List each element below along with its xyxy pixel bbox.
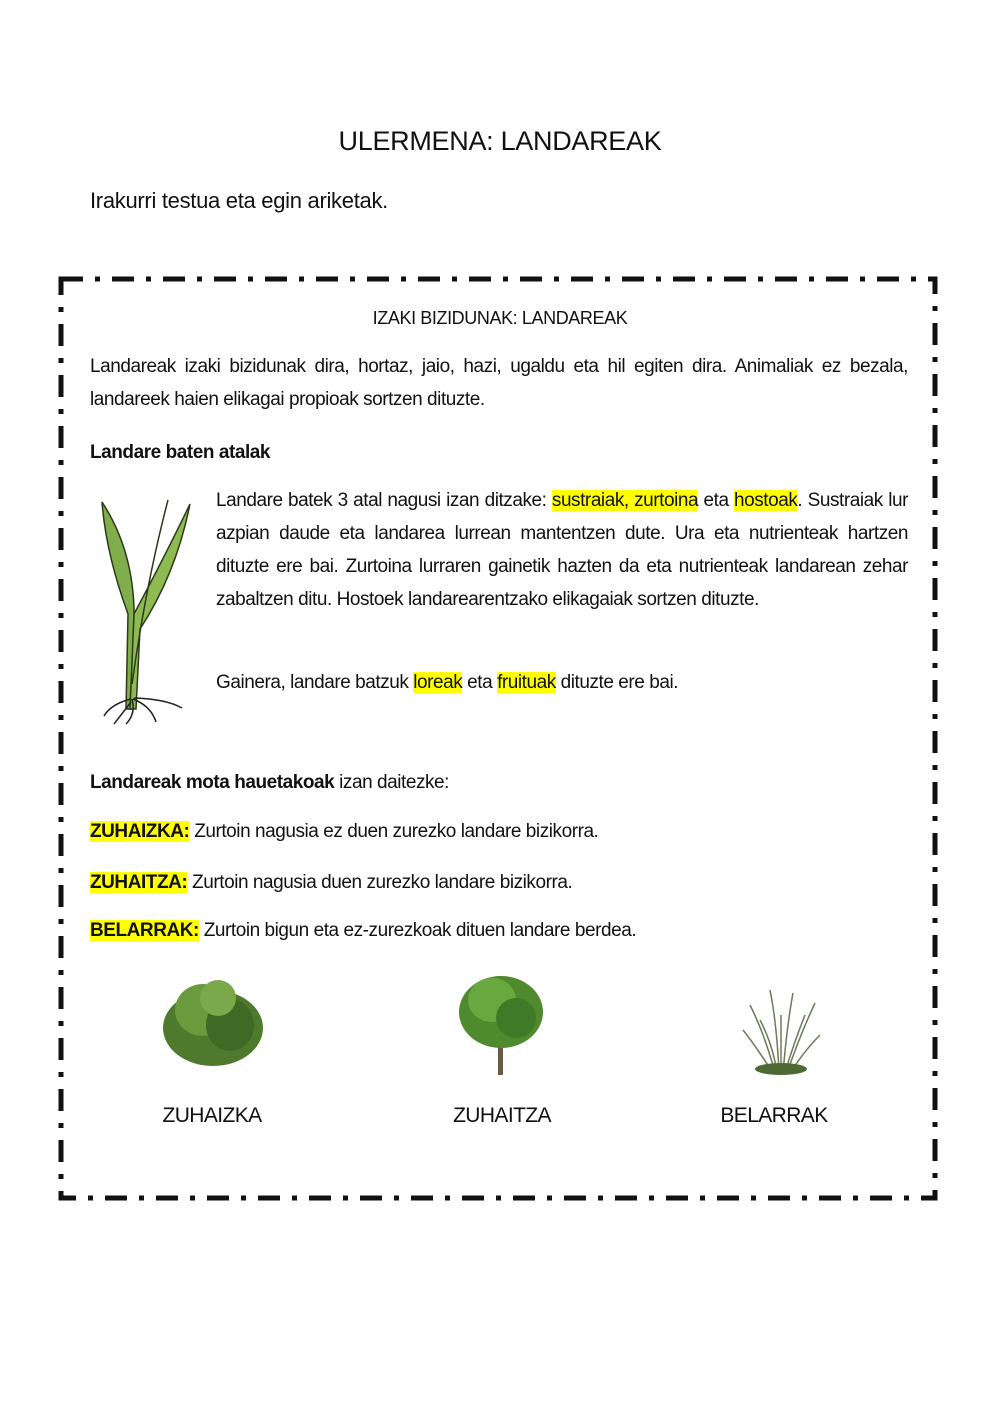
types-heading: [90, 766, 449, 799]
intro-paragraph: Landareak izaki bizidunak dira, hortaz, jaio, hazi, ugaldu eta hil egiten dira. Animaliak ez bezala, landareek haien elikagai propioak sortzen dituzte.: [90, 356, 908, 410]
type-definition: [90, 866, 572, 899]
type-term: BELARRAK:: [90, 920, 199, 941]
parts-heading: Landare baten atalak: [90, 442, 271, 463]
text: eta: [698, 490, 734, 511]
text: izan daitezke:: [334, 772, 450, 793]
text: dituzte ere bai.: [555, 672, 679, 693]
image-label-grass: BELARRAK: [720, 1104, 828, 1127]
highlight: fruituak: [497, 672, 556, 693]
type-def: Zurtoin nagusia duen zurezko landare bizikorra.: [187, 872, 573, 893]
text: Gainera, landare batzuk: [216, 672, 414, 693]
type-term: ZUHAIZKA:: [90, 821, 190, 842]
extra-parts-paragraph: [216, 666, 678, 699]
highlight: sustraiak, zurtoina: [551, 490, 699, 511]
highlight: loreak: [413, 672, 463, 693]
image-label-tree: ZUHAITZA: [453, 1104, 551, 1127]
type-definition: [90, 815, 598, 848]
type-definition: [90, 914, 636, 947]
grass-image: [735, 985, 825, 1080]
type-def: Zurtoin bigun eta ez-zurezkoak dituen landare berdea.: [198, 920, 637, 941]
bold-text: Landareak mota hauetakoak: [90, 772, 335, 793]
page-title: ULERMENA: LANDAREAK: [338, 126, 662, 156]
shrub-image: [158, 970, 268, 1070]
parts-paragraph: [216, 484, 908, 616]
text: . Sustraiak lur azpian daude eta landarea lurrean mantentzen dute. Ura eta nutrienteak hartzen dituzte ere bai. Zurtoina lurraren gainetik hazten da eta nutrienteak landarean zehar zabaltzen ditu. Hostoek landarearentzako elikagaiak sortzen dituzte.: [216, 490, 908, 610]
instruction: Irakurri testua eta egin ariketak.: [90, 188, 388, 213]
plant-illustration: [96, 494, 196, 726]
highlight: hostoak: [734, 490, 798, 511]
type-term: ZUHAITZA:: [90, 872, 188, 893]
text: eta: [462, 672, 498, 693]
type-def: Zurtoin nagusia ez duen zurezko landare bizikorra.: [189, 821, 599, 842]
text: Landare batek 3 atal nagusi izan ditzake:: [216, 490, 552, 511]
image-label-shrub: ZUHAIZKA: [162, 1104, 262, 1127]
tree-image: [452, 970, 552, 1080]
section-title: IZAKI BIZIDUNAK: LANDAREAK: [372, 308, 628, 328]
